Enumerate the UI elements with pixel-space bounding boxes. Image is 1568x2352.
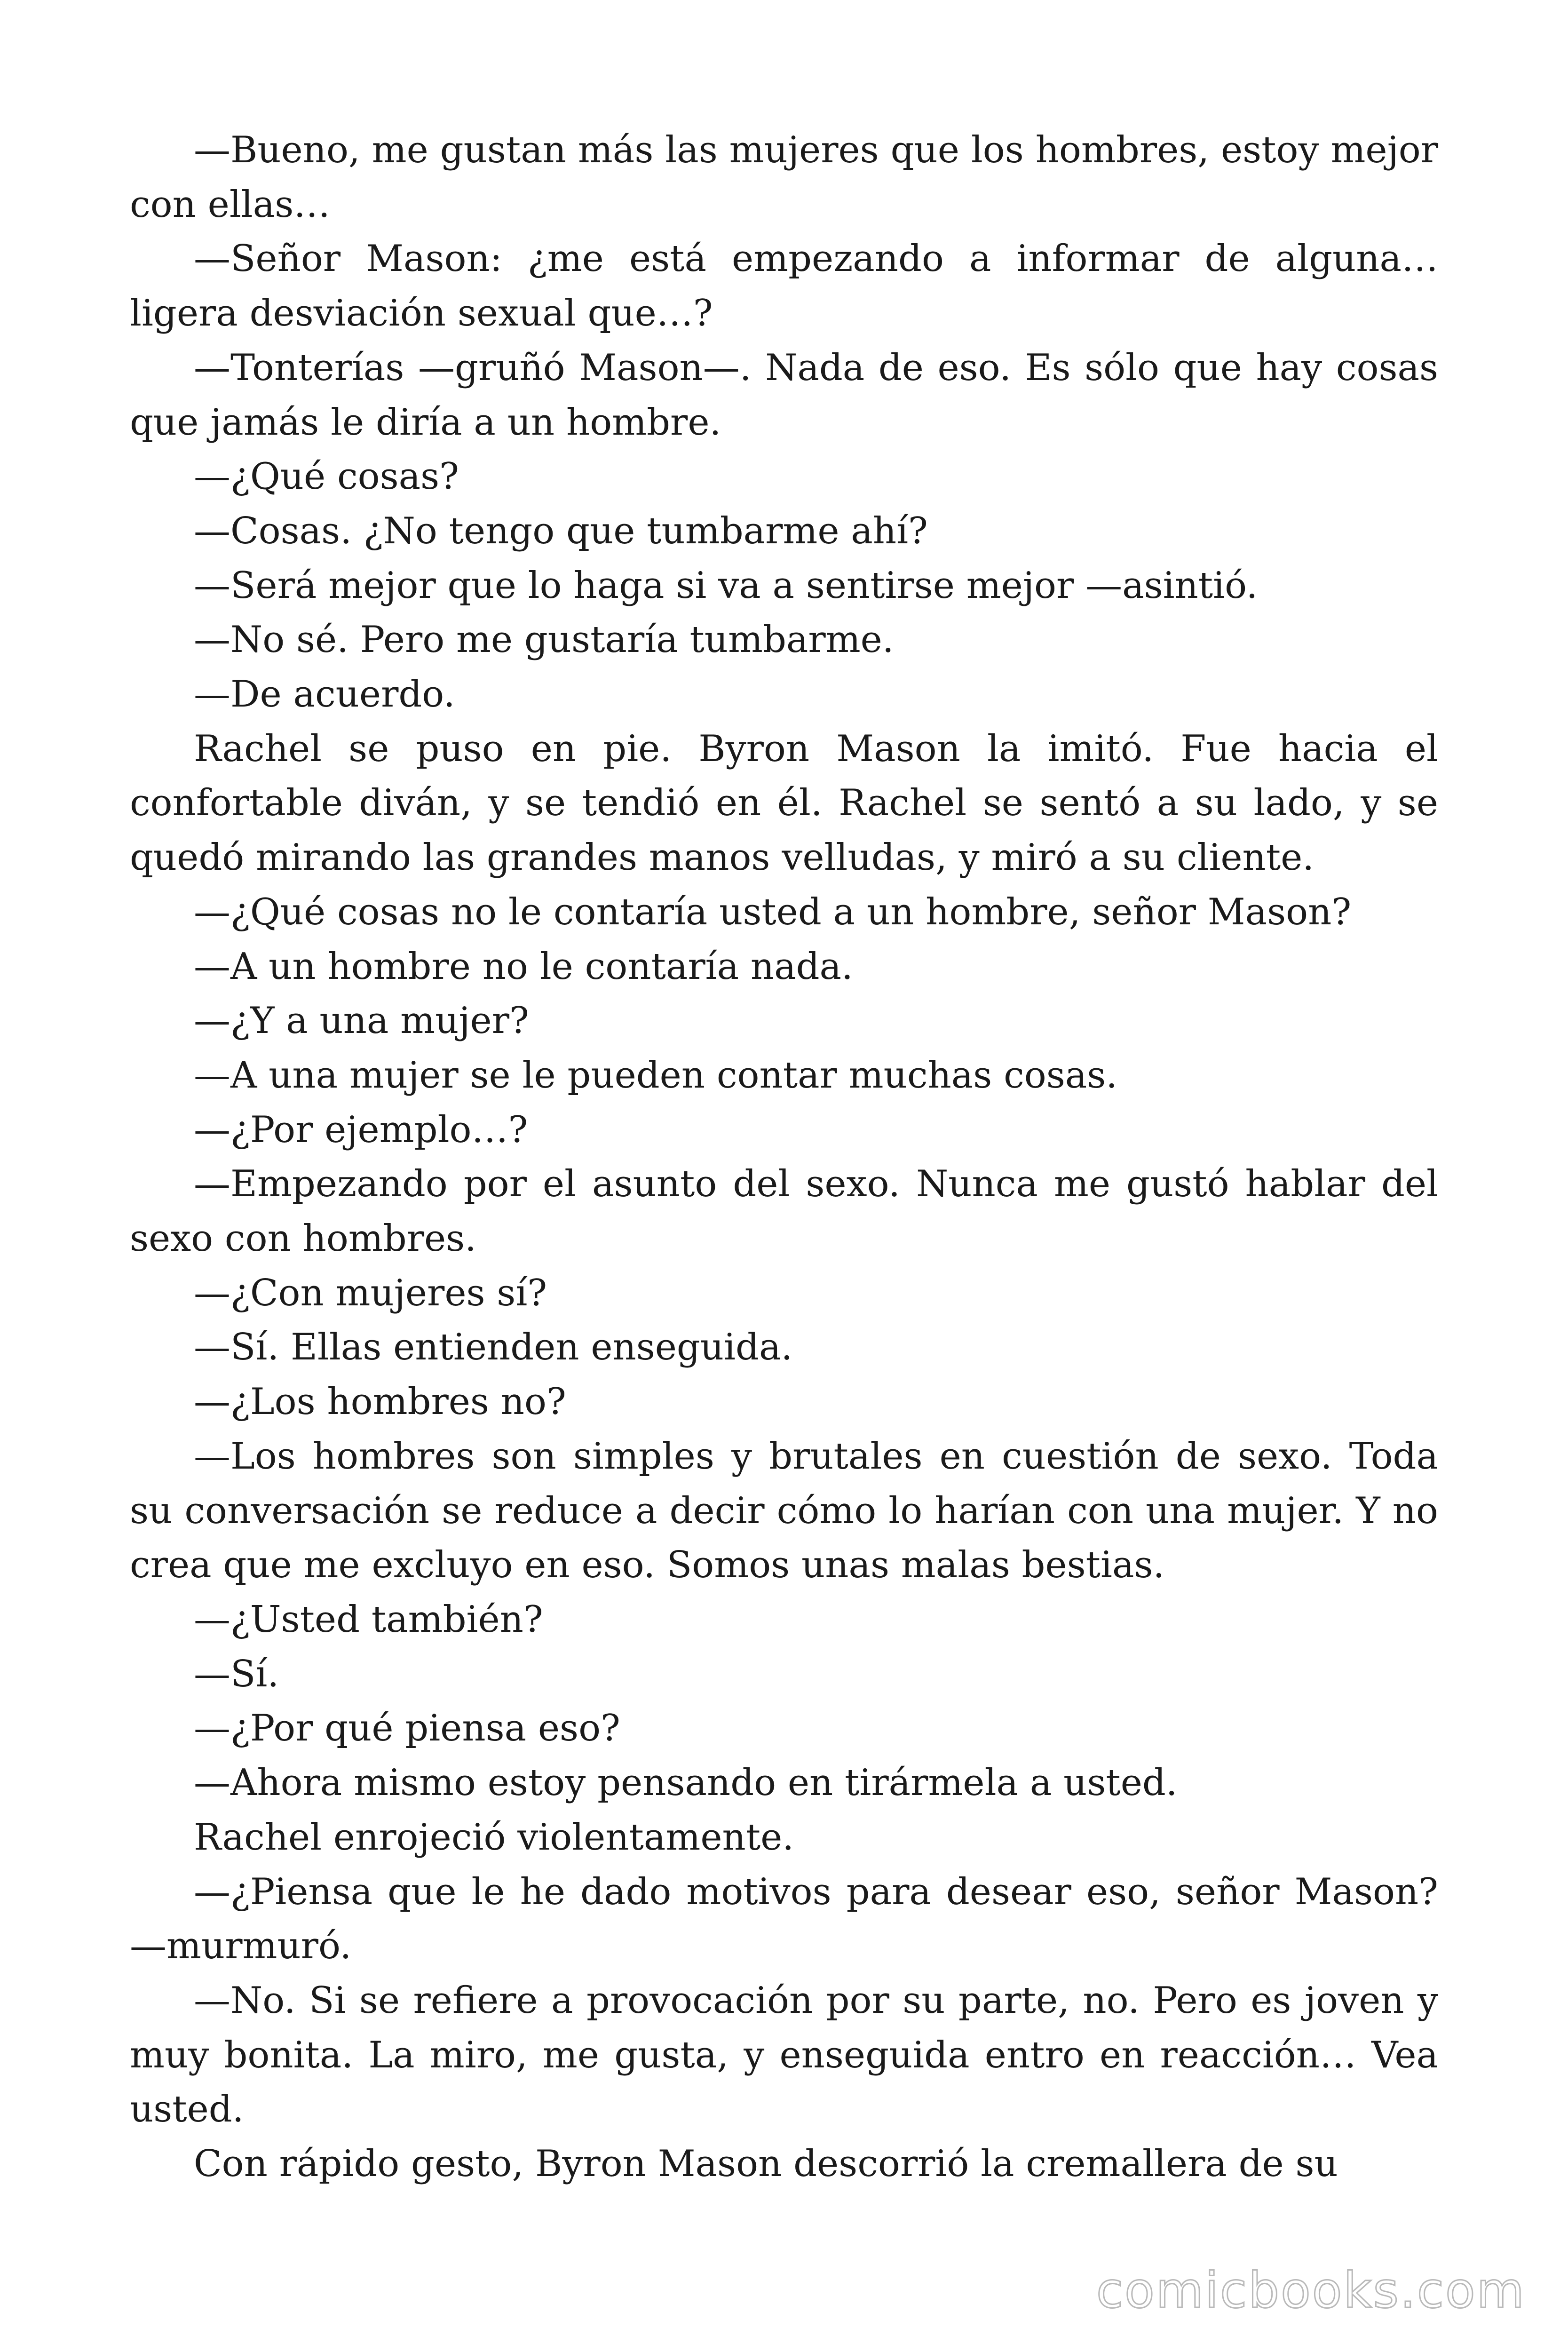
page-body [130, 123, 1438, 2192]
paragraph: —A un hombre no le contaría nada. [194, 945, 853, 988]
paragraph: —Bueno, me gustan más las mujeres que los hombres, estoy mejor con ellas… [130, 129, 1438, 226]
paragraph: —Tonterías —gruñó Mason—. Nada de eso. Es sólo que hay cosas que jamás le diría a un hombre. [130, 346, 1438, 444]
paragraph: —¿Y a una mujer? [194, 1000, 529, 1042]
paragraph: —No sé. Pero me gustaría tumbarme. [194, 619, 894, 661]
paragraph: —¿Por qué piensa eso? [194, 1707, 620, 1750]
paragraph: —Los hombres son simples y brutales en cuestión de sexo. Toda su conversación se reduce a decir cómo lo harían con una mujer. Y no crea que me excluyo en eso. Somos unas malas bestias. [130, 1435, 1438, 1587]
paragraph: —¿Por ejemplo…? [194, 1108, 528, 1151]
paragraph: —Cosas. ¿No tengo que tumbarme ahí? [194, 509, 928, 552]
paragraph: —Será mejor que lo haga si va a sentirse mejor —asintió. [194, 564, 1258, 607]
paragraph: —¿Usted también? [194, 1598, 543, 1641]
paragraph: —Sí. Ellas entienden enseguida. [194, 1326, 793, 1369]
paragraph: —¿Con mujeres sí? [194, 1271, 547, 1314]
paragraph: —¿Qué cosas no le contaría usted a un hombre, señor Mason? [194, 890, 1352, 933]
paragraph: Rachel enrojeció violentamente. [194, 1816, 794, 1859]
paragraph: —De acuerdo. [194, 673, 455, 716]
paragraph: —Ahora mismo estoy pensando en tirármela a usted. [194, 1762, 1178, 1804]
paragraph: —¿Los hombres no? [194, 1381, 566, 1423]
paragraph: —¿Piensa que le he dado motivos para desear eso, señor Mason? —murmuró. [130, 1870, 1438, 1968]
paragraph: —Empezando por el asunto del sexo. Nunca me gustó hablar del sexo con hombres. [130, 1163, 1438, 1260]
paragraph: —Señor Mason: ¿me está empezando a informar de alguna… ligera desviación sexual que…? [130, 238, 1438, 335]
paragraph: Rachel se puso en pie. Byron Mason la imitó. Fue hacia el confortable diván, y se tendió en él. Rachel se sentó a su lado, y se quedó mirando las grandes manos velludas, y miró a su cliente. [130, 727, 1438, 879]
paragraph: Con rápido gesto, Byron Mason descorrió la cremallera de su [194, 2143, 1338, 2185]
watermark: comicbooks.com [1096, 2262, 1526, 2319]
paragraph: —¿Qué cosas? [194, 455, 459, 498]
paragraph: —Sí. [194, 1653, 279, 1695]
paragraph: —No. Si se refiere a provocación por su parte, no. Pero es joven y muy bonita. La miro, me gusta, y enseguida entro en reacción… Vea usted. [130, 1979, 1438, 2131]
paragraph: —A una mujer se le pueden contar muchas cosas. [194, 1054, 1118, 1097]
